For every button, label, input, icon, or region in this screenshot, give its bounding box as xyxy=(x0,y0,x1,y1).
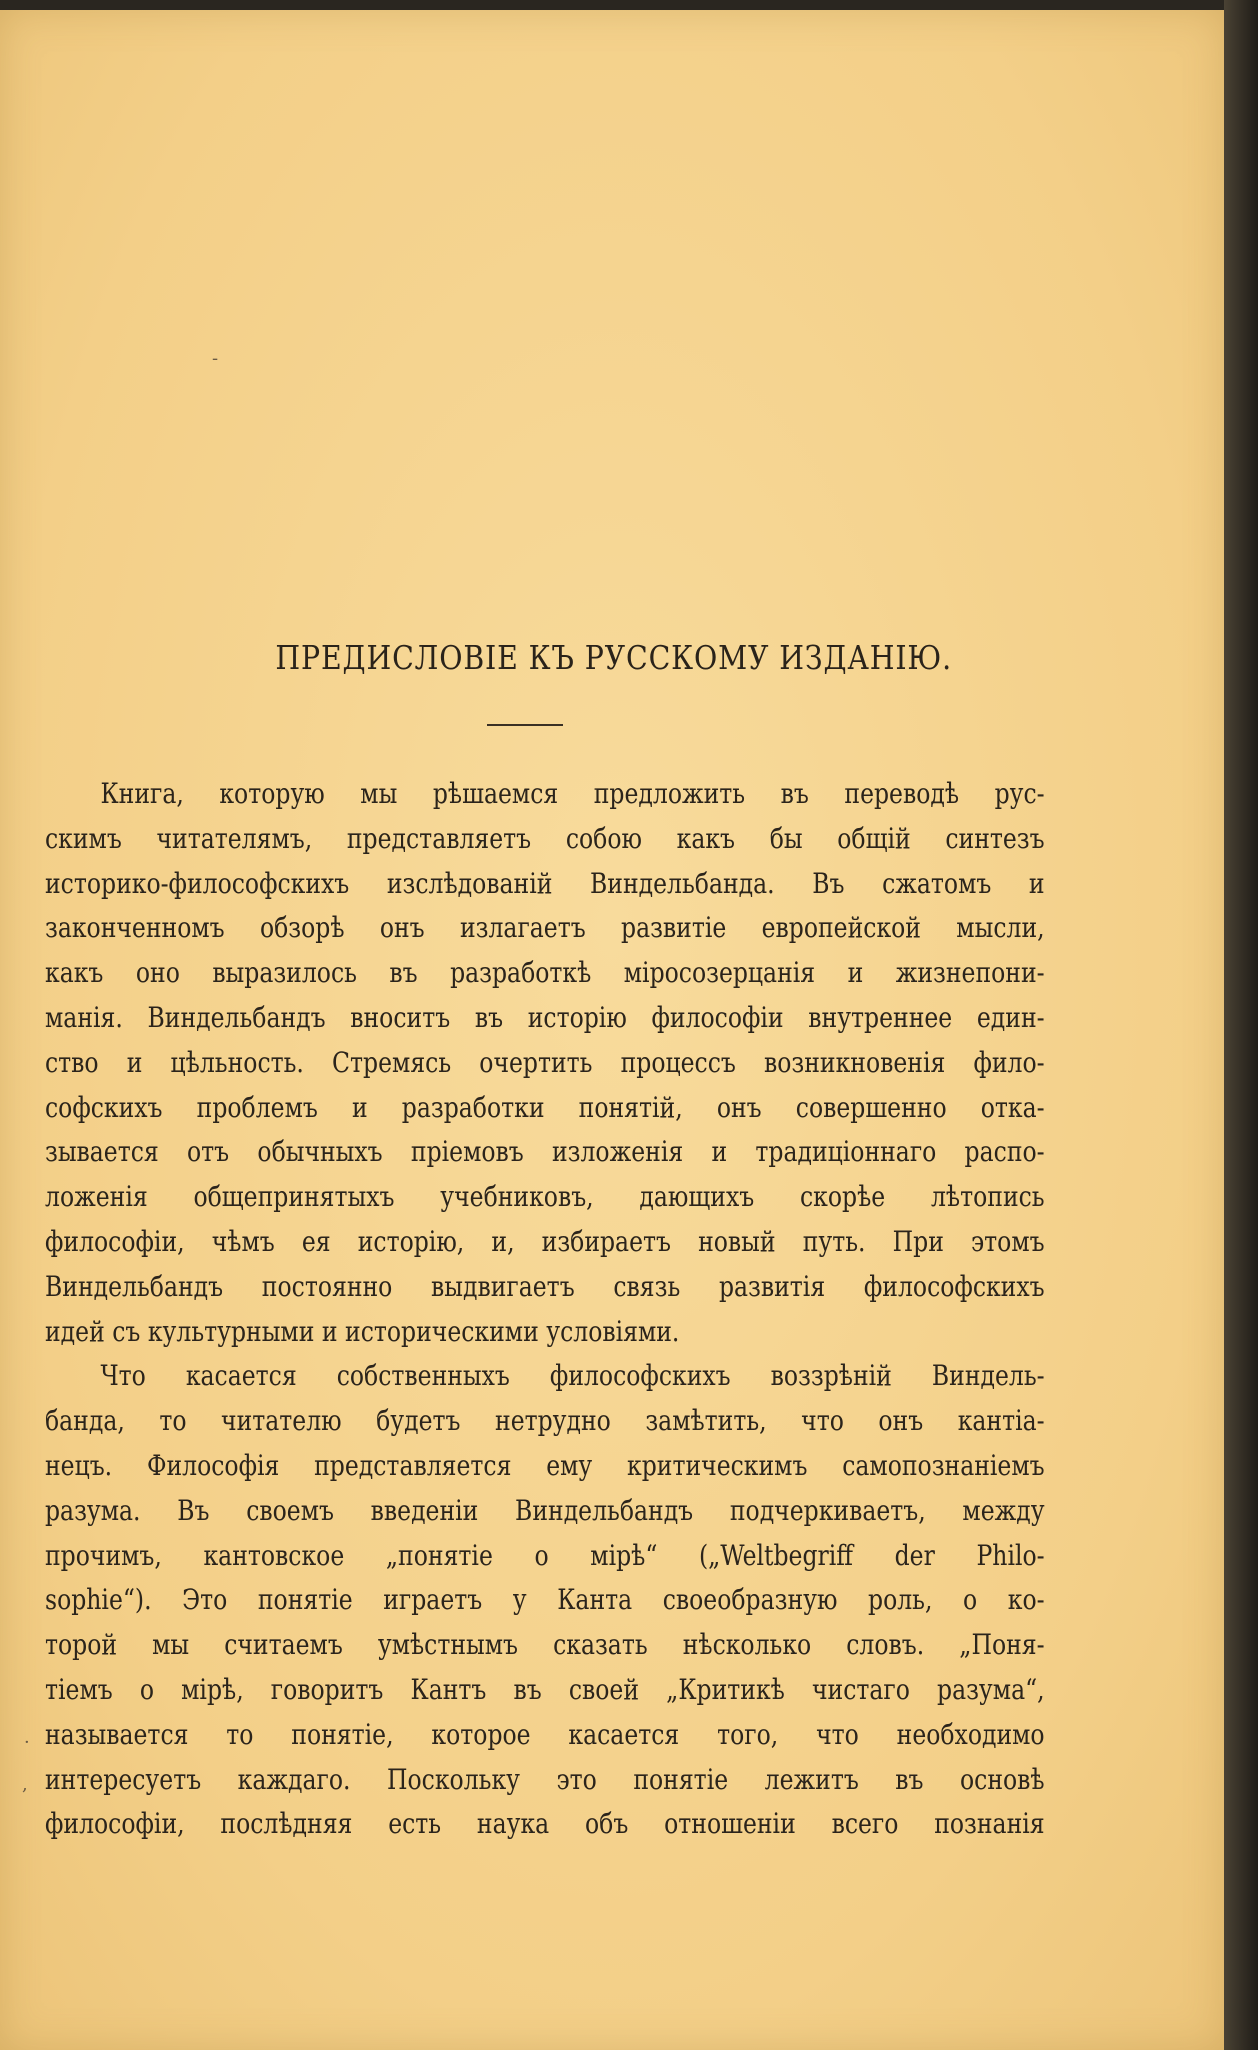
text-line: ство и цѣльность. Стремясь очертить процессъ возникновенія фило- xyxy=(45,1045,1045,1079)
text-line: скимъ читателямъ, представляетъ собою какъ бы общій синтезъ xyxy=(45,821,1045,855)
text-line: разума. Въ своемъ введеніи Виндельбандъ подчеркиваетъ, между xyxy=(45,1493,1045,1527)
text-line: прочимъ, кантовское „понятіе о мірѣ“ („Weltbegriff der Philo- xyxy=(45,1538,1045,1572)
text-line: банда, то читателю будетъ нетрудно замѣтить, что онъ кантіа- xyxy=(45,1404,1045,1438)
text-line: философіи, чѣмъ ея исторію, и, избираетъ новый путь. При этомъ xyxy=(45,1224,1045,1258)
page-title: ПРЕДИСЛОВІЕ КЪ РУССКОМУ ИЗДАНІЮ. xyxy=(275,638,953,677)
paragraph-1 xyxy=(45,772,1045,1354)
text-line: Что касается собственныхъ философскихъ воззрѣній Виндель- xyxy=(100,1359,1045,1393)
scan-right-edge xyxy=(1224,0,1258,2050)
text-line: нецъ. Философія представляется ему критическимъ самопознаніемъ xyxy=(45,1448,1045,1482)
book-page xyxy=(0,10,1224,2050)
text-line: софскихъ проблемъ и разработки понятій, онъ совершенно отка- xyxy=(45,1090,1045,1124)
text-line: какъ оно выразилось въ разработкѣ міросозерцанія и жизнепони- xyxy=(45,956,1045,990)
ink-speck: - xyxy=(212,348,219,369)
text-line: называется то понятіе, которое касается того, что необходимо xyxy=(45,1717,1045,1751)
title-rule xyxy=(487,724,563,726)
text-line: историко-философскихъ изслѣдованій Виндельбанда. Въ сжатомъ и xyxy=(45,866,1045,900)
text-line: манія. Виндельбандъ вноситъ въ исторію философіи внутреннее един- xyxy=(45,1000,1045,1034)
text-line: Виндельбандъ постоянно выдвигаетъ связь развитія философскихъ xyxy=(45,1269,1045,1303)
text-line: ложенія общепринятыхъ учебниковъ, дающихъ скорѣе лѣтопись xyxy=(45,1180,1045,1214)
text-line: зывается отъ обычныхъ пріемовъ изложенія и традиціоннаго распо- xyxy=(45,1135,1045,1169)
text-line: sophie“). Это понятіе играетъ у Канта своеобразную роль, о ко- xyxy=(45,1583,1045,1617)
ink-speck: , xyxy=(22,1774,28,1795)
text-line: интересуетъ каждаго. Поскольку это понятіе лежитъ въ основѣ xyxy=(45,1762,1045,1796)
text-line: торой мы считаемъ умѣстнымъ сказать нѣсколько словъ. „Поня- xyxy=(45,1628,1045,1662)
ink-speck: · xyxy=(24,1732,30,1753)
text-line: идей съ культурными и историческими условіями. xyxy=(45,1314,680,1348)
scan-top-edge xyxy=(0,0,1224,10)
text-line: Книга, которую мы рѣшаемся предложить въ переводѣ рус- xyxy=(100,777,1045,810)
text-line: тіемъ о мірѣ, говоритъ Кантъ въ своей „Критикѣ чистаго разума“, xyxy=(45,1672,1045,1706)
text-line: философіи, послѣдняя есть наука объ отношеніи всего познанія xyxy=(45,1807,1045,1841)
body-text xyxy=(45,772,1045,1847)
text-line: законченномъ обзорѣ онъ излагаетъ развитіе европейской мысли, xyxy=(45,911,1045,945)
paragraph-2 xyxy=(45,1354,1045,1847)
